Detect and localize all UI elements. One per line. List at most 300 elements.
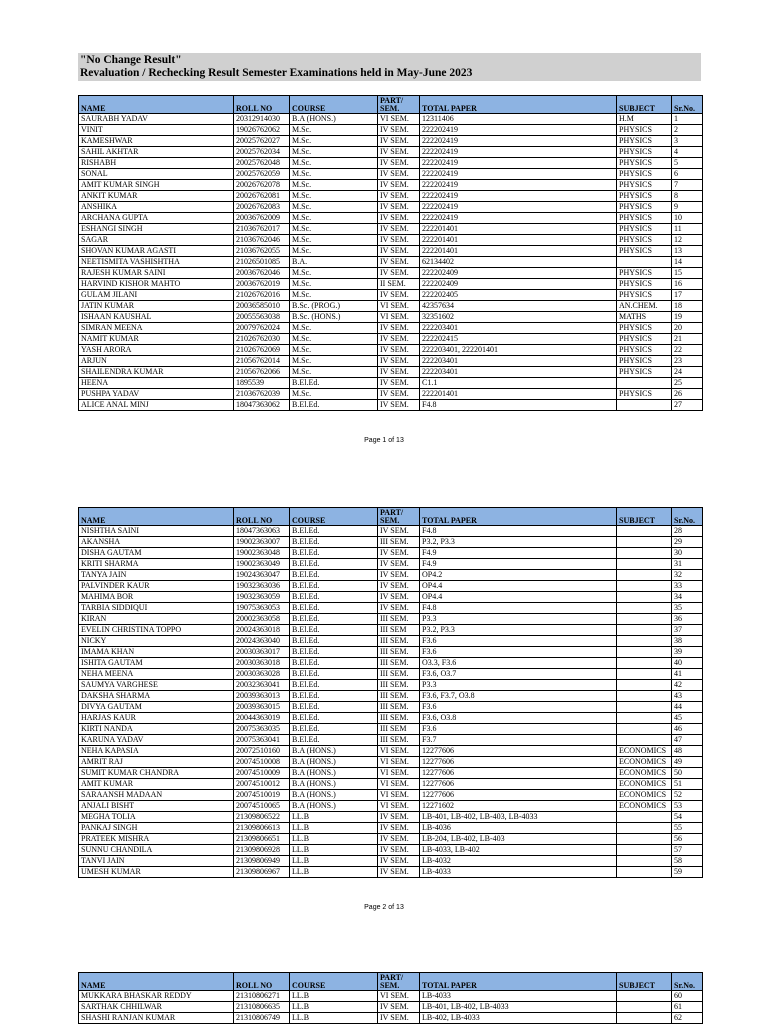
document-title-box [78, 53, 701, 81]
cell-semester: IV SEM. [378, 559, 420, 570]
cell-total-paper: F4.9 [420, 548, 617, 559]
cell-semester: IV SEM. [378, 202, 420, 213]
cell-subject [617, 991, 672, 1002]
header-semester: PART/ SEM. [378, 508, 420, 526]
cell-semester: IV SEM. [378, 147, 420, 158]
cell-subject: PHYSICS [617, 235, 672, 246]
cell-serial-number: 16 [672, 279, 703, 290]
cell-total-paper: LB-401, LB-402, LB-403, LB-4033 [420, 812, 617, 823]
cell-course: B.El.Ed. [290, 400, 378, 411]
cell-total-paper: LB-401, LB-402, LB-4033 [420, 1002, 617, 1013]
cell-course: M.Sc. [290, 147, 378, 158]
cell-student-name: PUSHPA YADAV [79, 389, 234, 400]
cell-student-name: PALVINDER KAUR [79, 581, 234, 592]
table-row [79, 246, 703, 257]
cell-course: LL.B [290, 1002, 378, 1013]
cell-subject [617, 713, 672, 724]
cell-student-name: MEGHA TOLIA [79, 812, 234, 823]
cell-course: B.El.Ed. [290, 680, 378, 691]
cell-subject: ECONOMICS [617, 790, 672, 801]
cell-semester: IV SEM. [378, 345, 420, 356]
table-row [79, 614, 703, 625]
cell-course: M.Sc. [290, 158, 378, 169]
cell-subject: PHYSICS [617, 268, 672, 279]
cell-student-name: DIVYA GAUTAM [79, 702, 234, 713]
cell-roll-number: 20025762034 [234, 147, 290, 158]
cell-semester: III SEM. [378, 658, 420, 669]
cell-course: B.El.Ed. [290, 570, 378, 581]
table-row [79, 345, 703, 356]
cell-semester: VI SEM. [378, 801, 420, 812]
cell-serial-number: 31 [672, 559, 703, 570]
table-row [79, 801, 703, 812]
cell-roll-number: 21309806967 [234, 867, 290, 878]
table-row [79, 537, 703, 548]
cell-total-paper: LB-204, LB-402, LB-403 [420, 834, 617, 845]
cell-course: B.A (HONS.) [290, 790, 378, 801]
cell-serial-number: 13 [672, 246, 703, 257]
table-row [79, 257, 703, 268]
cell-roll-number: 20072510160 [234, 746, 290, 757]
cell-roll-number: 20030363028 [234, 669, 290, 680]
cell-serial-number: 47 [672, 735, 703, 746]
cell-semester: IV SEM. [378, 257, 420, 268]
cell-course: B.A (HONS.) [290, 779, 378, 790]
table-row [79, 812, 703, 823]
cell-course: M.Sc. [290, 191, 378, 202]
table-row [79, 180, 703, 191]
cell-serial-number: 28 [672, 526, 703, 537]
header-course: COURSE [290, 96, 378, 114]
cell-subject: PHYSICS [617, 290, 672, 301]
cell-student-name: SAHIL AKHTAR [79, 147, 234, 158]
cell-serial-number: 56 [672, 834, 703, 845]
cell-subject [617, 691, 672, 702]
header-serial-number: Sr.No. [672, 973, 703, 991]
cell-course: LL.B [290, 834, 378, 845]
cell-semester: IV SEM. [378, 389, 420, 400]
cell-total-paper: F3.6 [420, 724, 617, 735]
cell-serial-number: 34 [672, 592, 703, 603]
cell-semester: IV SEM. [378, 213, 420, 224]
cell-student-name: UMESH KUMAR [79, 867, 234, 878]
cell-total-paper: OP4.4 [420, 581, 617, 592]
cell-roll-number: 20074510065 [234, 801, 290, 812]
cell-subject: PHYSICS [617, 136, 672, 147]
cell-semester: III SEM. [378, 614, 420, 625]
cell-total-paper: 222203401, 222201401 [420, 345, 617, 356]
cell-serial-number: 52 [672, 790, 703, 801]
header-subject: SUBJECT [617, 508, 672, 526]
cell-student-name: SHAILENDRA KUMAR [79, 367, 234, 378]
cell-course: M.Sc. [290, 202, 378, 213]
cell-serial-number: 15 [672, 268, 703, 279]
cell-course: B.El.Ed. [290, 581, 378, 592]
cell-roll-number: 21036762017 [234, 224, 290, 235]
cell-course: B.El.Ed. [290, 735, 378, 746]
table-row [79, 279, 703, 290]
cell-roll-number: 21036762055 [234, 246, 290, 257]
cell-semester: IV SEM. [378, 224, 420, 235]
cell-course: B.A (HONS.) [290, 768, 378, 779]
cell-student-name: VINIT [79, 125, 234, 136]
cell-total-paper: P3.3 [420, 680, 617, 691]
cell-roll-number: 20312914030 [234, 114, 290, 125]
cell-subject: ECONOMICS [617, 768, 672, 779]
cell-serial-number: 57 [672, 845, 703, 856]
cell-course: M.Sc. [290, 235, 378, 246]
table-row [79, 647, 703, 658]
cell-course: B.El.Ed. [290, 603, 378, 614]
cell-serial-number: 30 [672, 548, 703, 559]
cell-semester: III SEM. [378, 647, 420, 658]
cell-serial-number: 7 [672, 180, 703, 191]
table-row [79, 213, 703, 224]
cell-student-name: HARVIND KISHOR MAHTO [79, 279, 234, 290]
cell-total-paper: 12277606 [420, 746, 617, 757]
header-student-name: NAME [79, 96, 234, 114]
cell-subject [617, 570, 672, 581]
cell-subject [617, 658, 672, 669]
cell-subject [617, 669, 672, 680]
cell-total-paper: LB-4033, LB-402 [420, 845, 617, 856]
cell-serial-number: 55 [672, 823, 703, 834]
cell-semester: IV SEM. [378, 356, 420, 367]
cell-semester: IV SEM. [378, 592, 420, 603]
cell-total-paper: P3.2, P3.3 [420, 537, 617, 548]
cell-total-paper: F3.6, O3.8 [420, 713, 617, 724]
cell-semester: VI SEM. [378, 301, 420, 312]
cell-student-name: DAKSHA SHARMA [79, 691, 234, 702]
cell-total-paper: 222203401 [420, 356, 617, 367]
cell-semester: IV SEM. [378, 1013, 420, 1024]
header-roll-number: ROLL NO [234, 973, 290, 991]
header-student-name: NAME [79, 973, 234, 991]
cell-student-name: NAMIT KUMAR [79, 334, 234, 345]
table-row [79, 724, 703, 735]
cell-semester: II SEM. [378, 279, 420, 290]
table-row [79, 323, 703, 334]
cell-course: B.El.Ed. [290, 378, 378, 389]
cell-course: M.Sc. [290, 169, 378, 180]
cell-total-paper: 222202419 [420, 169, 617, 180]
cell-serial-number: 38 [672, 636, 703, 647]
table-row [79, 389, 703, 400]
table-row [79, 312, 703, 323]
cell-roll-number: 20036762009 [234, 213, 290, 224]
cell-serial-number: 14 [672, 257, 703, 268]
table-row [79, 757, 703, 768]
cell-serial-number: 46 [672, 724, 703, 735]
header-total-paper: TOTAL PAPER [420, 973, 617, 991]
cell-serial-number: 35 [672, 603, 703, 614]
cell-total-paper: LB-4036 [420, 823, 617, 834]
cell-roll-number: 21309806613 [234, 823, 290, 834]
cell-total-paper: 222202409 [420, 279, 617, 290]
cell-serial-number: 2 [672, 125, 703, 136]
cell-subject [617, 257, 672, 268]
table-row [79, 834, 703, 845]
cell-roll-number: 19024363047 [234, 570, 290, 581]
cell-student-name: ALICE ANAL MINJ [79, 400, 234, 411]
cell-student-name: AMIT KUMAR SINGH [79, 180, 234, 191]
cell-total-paper: 222202409 [420, 268, 617, 279]
cell-course: M.Sc. [290, 279, 378, 290]
cell-total-paper: 222202405 [420, 290, 617, 301]
cell-total-paper: F3.7 [420, 735, 617, 746]
cell-roll-number: 21056762014 [234, 356, 290, 367]
cell-subject [617, 537, 672, 548]
cell-subject [617, 702, 672, 713]
cell-subject: PHYSICS [617, 202, 672, 213]
cell-roll-number: 19075363053 [234, 603, 290, 614]
table-row [79, 669, 703, 680]
cell-roll-number: 21310806635 [234, 1002, 290, 1013]
cell-semester: IV SEM. [378, 570, 420, 581]
cell-roll-number: 20002363058 [234, 614, 290, 625]
header-total-paper: TOTAL PAPER [420, 508, 617, 526]
cell-subject: ECONOMICS [617, 746, 672, 757]
cell-subject [617, 834, 672, 845]
cell-student-name: EVELIN CHRISTINA TOPPO [79, 625, 234, 636]
cell-roll-number: 20074510009 [234, 768, 290, 779]
cell-roll-number: 21310806271 [234, 991, 290, 1002]
cell-subject [617, 614, 672, 625]
cell-student-name: SAURABH YADAV [79, 114, 234, 125]
cell-student-name: PANKAJ SINGH [79, 823, 234, 834]
cell-serial-number: 6 [672, 169, 703, 180]
cell-semester: IV SEM. [378, 1002, 420, 1013]
cell-student-name: TARBIA SIDDIQUI [79, 603, 234, 614]
cell-total-paper: LB-4033 [420, 867, 617, 878]
table-row [79, 191, 703, 202]
cell-subject: PHYSICS [617, 180, 672, 191]
cell-serial-number: 60 [672, 991, 703, 1002]
cell-total-paper: 222203401 [420, 367, 617, 378]
cell-course: M.Sc. [290, 290, 378, 301]
cell-serial-number: 1 [672, 114, 703, 125]
cell-course: B.El.Ed. [290, 647, 378, 658]
cell-total-paper: F3.6, F3.7, O3.8 [420, 691, 617, 702]
cell-student-name: ARCHANA GUPTA [79, 213, 234, 224]
cell-course: B.A (HONS.) [290, 114, 378, 125]
cell-roll-number: 20074510008 [234, 757, 290, 768]
cell-serial-number: 5 [672, 158, 703, 169]
cell-total-paper: 222202419 [420, 125, 617, 136]
cell-subject [617, 647, 672, 658]
cell-student-name: ARJUN [79, 356, 234, 367]
cell-subject: PHYSICS [617, 158, 672, 169]
cell-serial-number: 61 [672, 1002, 703, 1013]
table-row [79, 1013, 703, 1024]
cell-student-name: SAGAR [79, 235, 234, 246]
cell-serial-number: 51 [672, 779, 703, 790]
cell-course: B.El.Ed. [290, 724, 378, 735]
table-row [79, 867, 703, 878]
title-line-2: Revaluation / Rechecking Result Semester Examinations held in May-June 2023 [80, 67, 473, 79]
cell-subject [617, 548, 672, 559]
cell-serial-number: 23 [672, 356, 703, 367]
cell-student-name: KARUNA YADAV [79, 735, 234, 746]
table-row [79, 856, 703, 867]
cell-subject [617, 625, 672, 636]
cell-semester: IV SEM. [378, 834, 420, 845]
cell-serial-number: 24 [672, 367, 703, 378]
cell-course: M.Sc. [290, 345, 378, 356]
cell-subject: PHYSICS [617, 279, 672, 290]
table-header-row [79, 96, 703, 114]
cell-serial-number: 27 [672, 400, 703, 411]
table-row [79, 158, 703, 169]
cell-student-name: SARAANSH MADAAN [79, 790, 234, 801]
table-row [79, 378, 703, 389]
cell-semester: VI SEM. [378, 779, 420, 790]
title-line-1: "No Change Result" [80, 54, 182, 66]
cell-serial-number: 42 [672, 680, 703, 691]
cell-serial-number: 32 [672, 570, 703, 581]
cell-subject [617, 526, 672, 537]
cell-total-paper: LB-402, LB-4033 [420, 1013, 617, 1024]
cell-semester: IV SEM. [378, 246, 420, 257]
cell-student-name: ISHITA GAUTAM [79, 658, 234, 669]
cell-total-paper: 222202419 [420, 191, 617, 202]
cell-serial-number: 17 [672, 290, 703, 301]
cell-total-paper: F4.8 [420, 603, 617, 614]
table-row [79, 548, 703, 559]
cell-semester: IV SEM. [378, 526, 420, 537]
cell-course: M.Sc. [290, 334, 378, 345]
cell-student-name: AMIT KUMAR [79, 779, 234, 790]
cell-total-paper: F4.8 [420, 526, 617, 537]
cell-semester: III SEM [378, 625, 420, 636]
cell-serial-number: 37 [672, 625, 703, 636]
cell-course: B.Sc. (HONS.) [290, 312, 378, 323]
cell-serial-number: 45 [672, 713, 703, 724]
cell-student-name: MUKKARA BHASKAR REDDY [79, 991, 234, 1002]
cell-roll-number: 20074510019 [234, 790, 290, 801]
cell-serial-number: 40 [672, 658, 703, 669]
cell-course: M.Sc. [290, 268, 378, 279]
cell-semester: IV SEM. [378, 235, 420, 246]
cell-student-name: YASH ARORA [79, 345, 234, 356]
cell-course: LL.B [290, 845, 378, 856]
cell-total-paper: 12311406 [420, 114, 617, 125]
cell-roll-number: 21026501085 [234, 257, 290, 268]
cell-semester: VI SEM. [378, 790, 420, 801]
cell-roll-number: 20075363041 [234, 735, 290, 746]
cell-student-name: NEETISMITA VASHISHTHA [79, 257, 234, 268]
cell-roll-number: 20036762046 [234, 268, 290, 279]
cell-semester: VI SEM. [378, 114, 420, 125]
cell-student-name: SONAL [79, 169, 234, 180]
cell-serial-number: 49 [672, 757, 703, 768]
cell-total-paper: F4.9 [420, 559, 617, 570]
results-table-page-1 [78, 95, 703, 411]
cell-semester: IV SEM. [378, 378, 420, 389]
cell-student-name: NICKY [79, 636, 234, 647]
cell-student-name: KIRAN [79, 614, 234, 625]
cell-roll-number: 20032363041 [234, 680, 290, 691]
header-total-paper: TOTAL PAPER [420, 96, 617, 114]
cell-total-paper: 222202419 [420, 136, 617, 147]
cell-total-paper: P3.3 [420, 614, 617, 625]
cell-semester: IV SEM. [378, 603, 420, 614]
table-row [79, 658, 703, 669]
cell-serial-number: 11 [672, 224, 703, 235]
cell-total-paper: 222201401 [420, 389, 617, 400]
cell-subject: ECONOMICS [617, 779, 672, 790]
table-row [79, 691, 703, 702]
cell-course: B.El.Ed. [290, 636, 378, 647]
cell-semester: VI SEM. [378, 991, 420, 1002]
cell-semester: IV SEM. [378, 191, 420, 202]
cell-serial-number: 3 [672, 136, 703, 147]
cell-serial-number: 54 [672, 812, 703, 823]
cell-serial-number: 41 [672, 669, 703, 680]
table-row [79, 526, 703, 537]
cell-roll-number: 18047363062 [234, 400, 290, 411]
cell-total-paper: 12277606 [420, 768, 617, 779]
cell-serial-number: 53 [672, 801, 703, 812]
cell-subject: H.M [617, 114, 672, 125]
cell-semester: IV SEM. [378, 823, 420, 834]
table-row [79, 735, 703, 746]
table-row [79, 356, 703, 367]
cell-total-paper: 12277606 [420, 757, 617, 768]
cell-course: B.El.Ed. [290, 691, 378, 702]
cell-semester: III SEM. [378, 636, 420, 647]
cell-subject: PHYSICS [617, 323, 672, 334]
cell-roll-number: 21026762016 [234, 290, 290, 301]
cell-student-name: ANJALI BISHT [79, 801, 234, 812]
cell-roll-number: 21309806949 [234, 856, 290, 867]
cell-roll-number: 20030363018 [234, 658, 290, 669]
cell-serial-number: 22 [672, 345, 703, 356]
cell-semester: IV SEM. [378, 169, 420, 180]
cell-roll-number: 20036762019 [234, 279, 290, 290]
cell-course: M.Sc. [290, 180, 378, 191]
cell-course: LL.B [290, 812, 378, 823]
results-table-page-3 [78, 972, 703, 1024]
cell-total-paper: 222202419 [420, 213, 617, 224]
cell-total-paper: F3.6 [420, 636, 617, 647]
table-row [79, 779, 703, 790]
header-roll-number: ROLL NO [234, 508, 290, 526]
cell-subject [617, 735, 672, 746]
cell-serial-number: 18 [672, 301, 703, 312]
cell-roll-number: 20025762059 [234, 169, 290, 180]
cell-total-paper: F3.6, O3.7 [420, 669, 617, 680]
cell-serial-number: 10 [672, 213, 703, 224]
table-row [79, 202, 703, 213]
cell-course: M.Sc. [290, 213, 378, 224]
table-row [79, 636, 703, 647]
cell-subject [617, 1002, 672, 1013]
cell-student-name: ESHANGI SINGH [79, 224, 234, 235]
table-row [79, 169, 703, 180]
table-row [79, 581, 703, 592]
cell-roll-number: 21026762030 [234, 334, 290, 345]
cell-semester: IV SEM. [378, 180, 420, 191]
cell-serial-number: 48 [672, 746, 703, 757]
table-header-row [79, 508, 703, 526]
cell-total-paper: F4.8 [420, 400, 617, 411]
cell-course: M.Sc. [290, 389, 378, 400]
cell-student-name: DISHA GAUTAM [79, 548, 234, 559]
cell-course: B.El.Ed. [290, 669, 378, 680]
cell-roll-number: 19002363048 [234, 548, 290, 559]
cell-subject: PHYSICS [617, 147, 672, 158]
